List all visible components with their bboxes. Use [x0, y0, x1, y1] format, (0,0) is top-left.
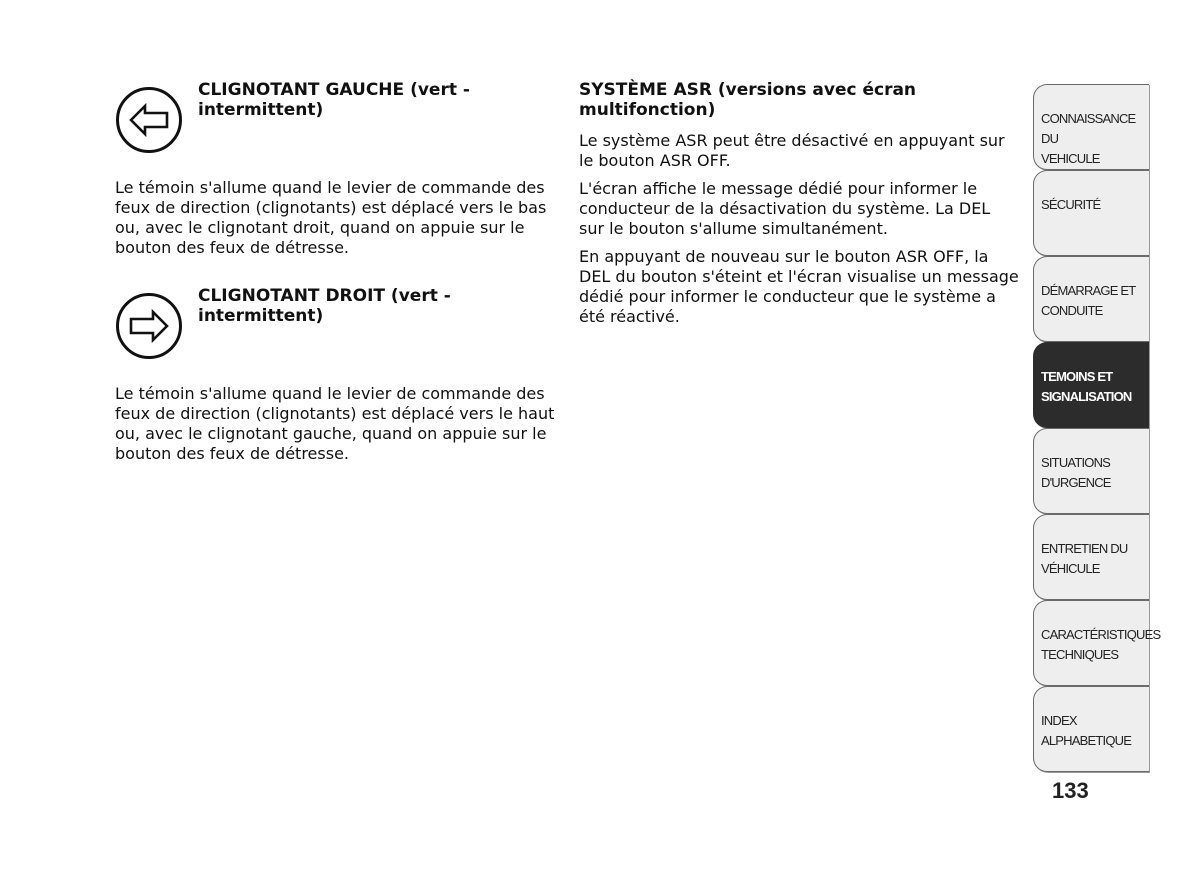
asr-paragraph: Le système ASR peut être désactivé en appuyant sur le bouton ASR OFF. [579, 131, 1005, 170]
left-column [115, 80, 555, 464]
tab-label: ENTRETIEN DU VÉHICULE [1041, 541, 1128, 576]
asr-paragraph: En appuyant de nouveau sur le bouton ASR OFF, la DEL du bouton s'éteint et l'écran visualise un message dédié pour informer le conducteur que le système a été réactivé. [579, 247, 1019, 326]
asr-section-title: SYSTÈME ASR (versions avec écran multifonction) [579, 80, 917, 120]
tab-label: SITUATIONS D'URGENCE [1041, 455, 1111, 490]
tab-label: DÉMARRAGE ET CONDUITE [1041, 283, 1136, 318]
tab-label: TEMOINS ET SIGNALISATION [1041, 369, 1132, 404]
tab-caracteristiques-techniques[interactable] [1033, 600, 1161, 686]
tab-label: INDEX ALPHABETIQUE [1041, 713, 1132, 748]
tab-demarrage-et-conduite[interactable] [1033, 256, 1149, 342]
tab-label: CARACTÉRISTIQUES TECHNIQUES [1041, 627, 1161, 662]
right-arrow-circle-icon [115, 292, 183, 360]
tab-entretien-du-vehicule[interactable] [1033, 514, 1149, 600]
tab-label: CONNAISSANCE DU VEHICULE [1041, 111, 1136, 166]
left-turn-signal-block [115, 80, 555, 178]
right-turn-signal-title: CLIGNOTANT DROIT (vert - intermittent) [198, 286, 451, 326]
chapter-tabs [1033, 84, 1161, 772]
left-turn-signal-text: Le témoin s'allume quand le levier de commande des feux de direction (clignotants) est déplacé vers le bas ou, avec le clignotant droit, quand on appuie sur le bouton des feux de détresse. [115, 178, 547, 257]
tab-situations-d-urgence[interactable] [1033, 428, 1149, 514]
tab-temoins-et-signalisation[interactable] [1033, 342, 1149, 428]
tab-label: SÉCURITÉ [1041, 197, 1101, 212]
tab-connaissance-du-vehicule[interactable] [1033, 84, 1149, 170]
left-turn-signal-title: CLIGNOTANT GAUCHE (vert - intermittent) [198, 80, 470, 120]
right-column [579, 80, 1019, 335]
tab-securite[interactable] [1033, 170, 1149, 256]
right-turn-signal-block [115, 286, 555, 384]
page-number: 133 [1052, 778, 1089, 803]
asr-paragraph: L'écran affiche le message dédié pour informer le conducteur de la désactivation du système. La DEL sur le bouton s'allume simultanément. [579, 179, 991, 238]
tab-index-alphabetique[interactable] [1033, 686, 1149, 772]
left-arrow-circle-icon [115, 86, 183, 154]
right-turn-signal-text: Le témoin s'allume quand le levier de commande des feux de direction (clignotants) est déplacé vers le haut ou, avec le clignotant gauche, quand on appuie sur le bouton des feux de détresse. [115, 384, 555, 463]
